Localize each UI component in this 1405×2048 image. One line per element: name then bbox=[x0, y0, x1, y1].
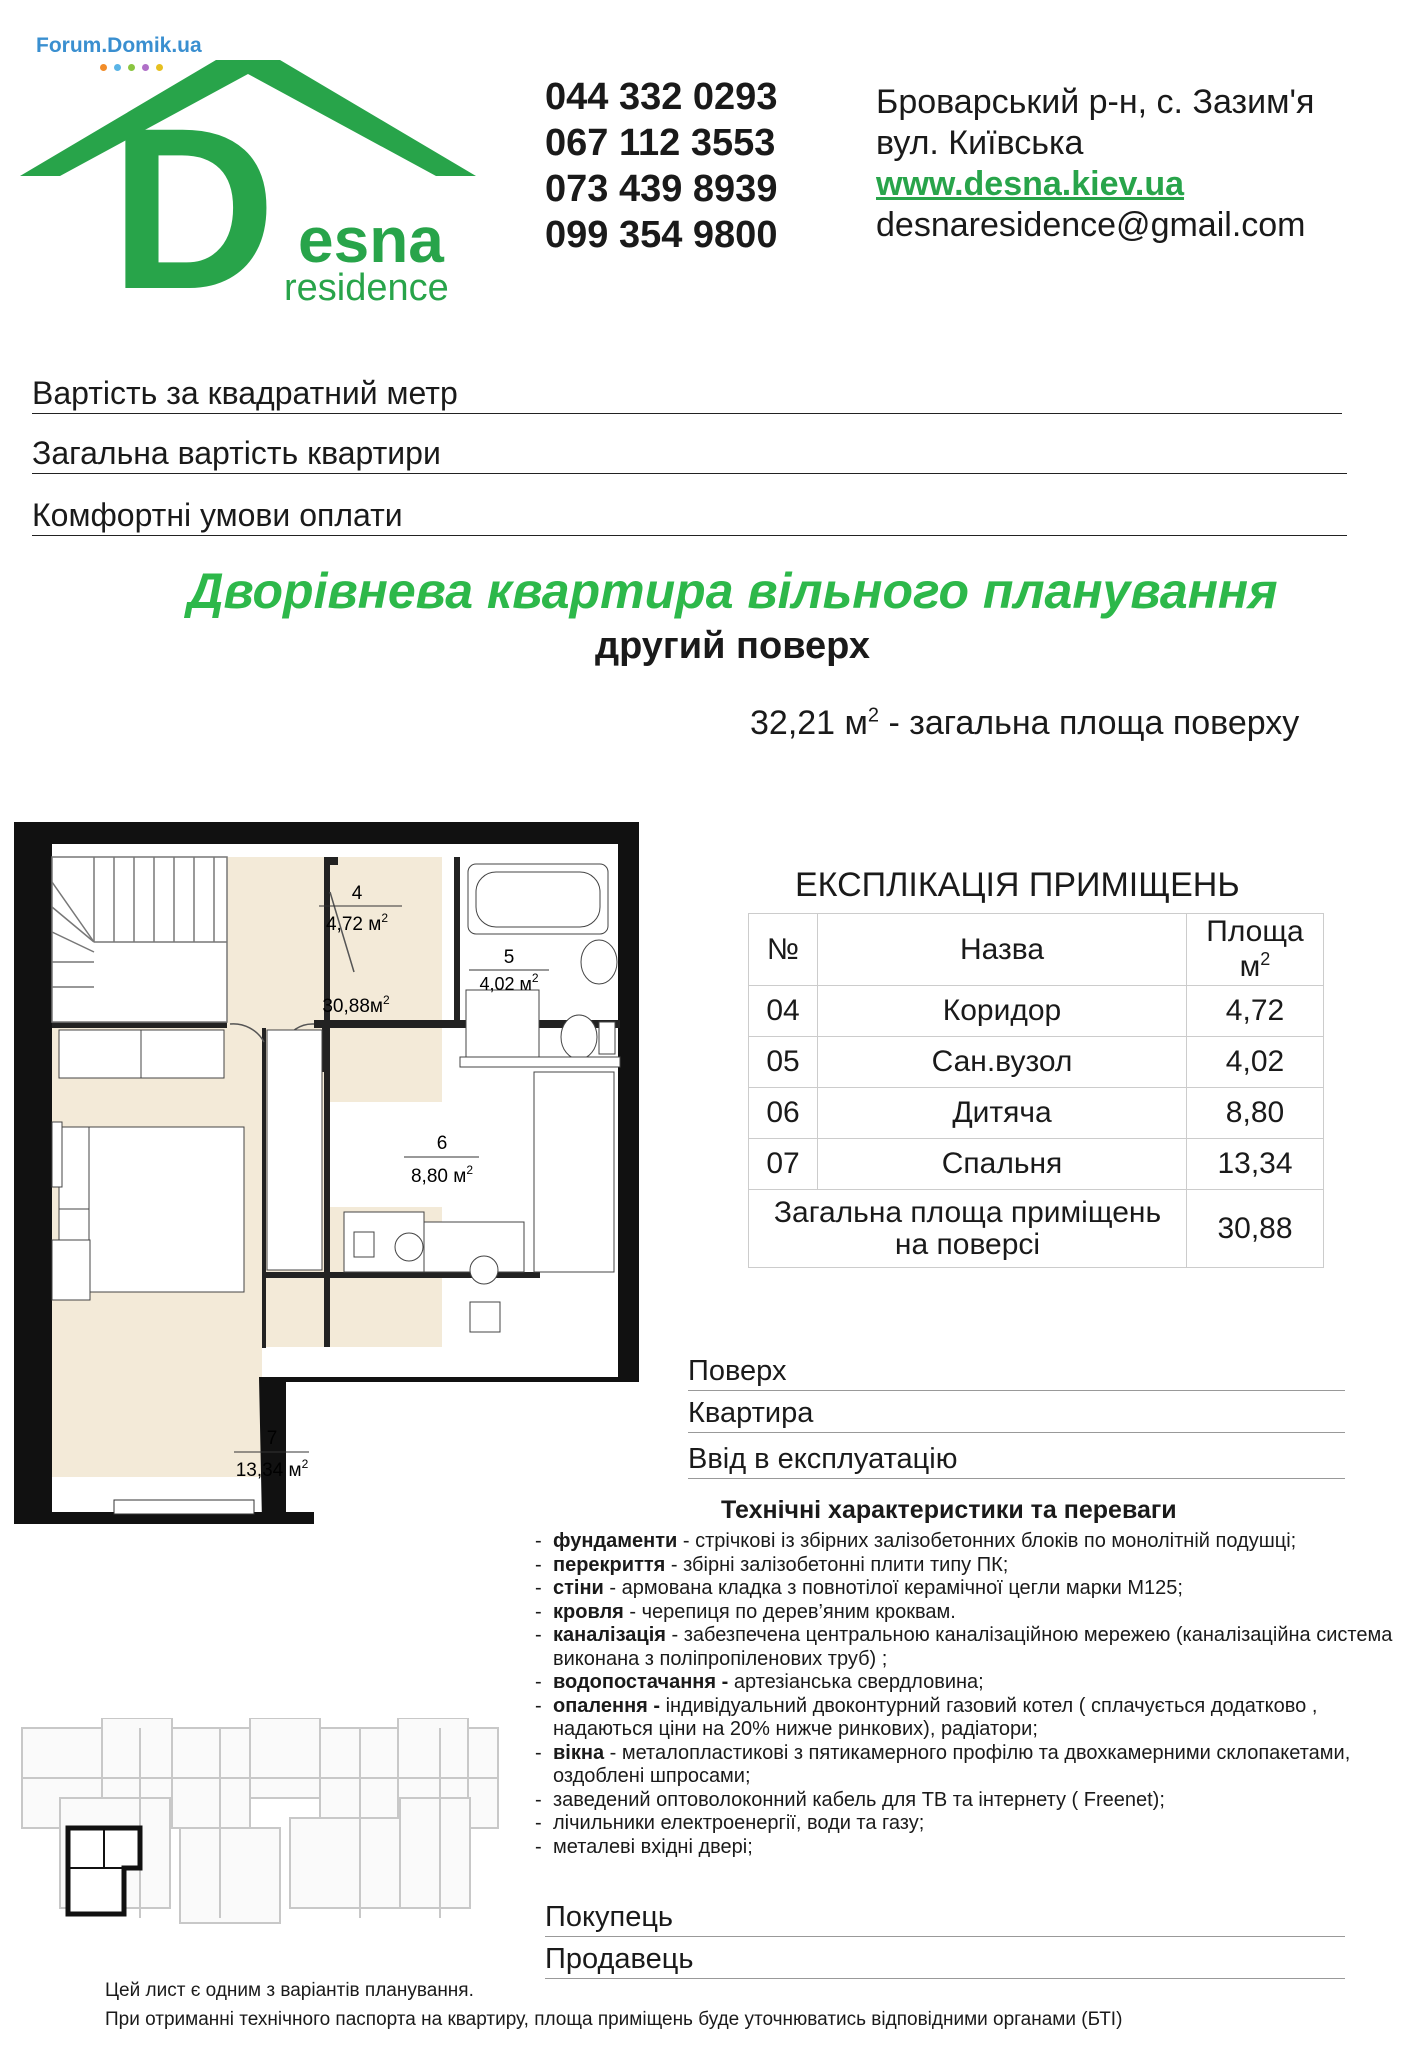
logo-word: esna bbox=[298, 204, 444, 276]
list-item: - вікна - металопластикові з пятикамерного профілю та двохкамерними склопакетами, оздоблені шпросами; bbox=[533, 1742, 1393, 1789]
logo-letter: D bbox=[110, 80, 277, 310]
desna-logo bbox=[20, 60, 480, 310]
table-row: 06 Дитяча 8,80 bbox=[749, 1088, 1324, 1139]
address-line-2: вул. Київська bbox=[876, 124, 1084, 162]
table-row: 05 Сан.вузол 4,02 bbox=[749, 1037, 1324, 1088]
buyer-field: Покупець bbox=[545, 1898, 1345, 1937]
logo-subword: residence bbox=[284, 267, 449, 309]
apartment-field: Квартира bbox=[688, 1394, 1345, 1433]
payment-terms-field: Комфортні умови оплати bbox=[32, 495, 1347, 536]
phone-list bbox=[545, 74, 777, 258]
list-item: - каналізація - забезпечена центральною каналізаційною мережею (каналізаційна система виконана з поліпропіленових труб) ; bbox=[533, 1624, 1393, 1671]
list-item: - перекриття - збірні залізобетонні плити типу ПК; bbox=[533, 1554, 1393, 1578]
price-per-m2-field: Вартість за квадратний метр bbox=[32, 373, 1342, 414]
list-item: - опалення - індивідуальний двоконтурний газовий котел ( сплачується додатково , надаються ціни на 20% нижче ринкових), радіатори; bbox=[533, 1695, 1393, 1742]
explication-table bbox=[748, 913, 1324, 1268]
room-5-area: 4,02 $м^2$ bbox=[479, 971, 539, 994]
list-item: - металеві вхідні двері; bbox=[533, 1836, 1393, 1860]
page-subtitle: другий поверх bbox=[594, 625, 871, 667]
phone-1[interactable]: 044 332 0293 bbox=[545, 76, 778, 118]
room-4-area: 4,72 $м^2$ bbox=[325, 911, 389, 935]
room-6-area: 8,80 $м^2$ bbox=[410, 1163, 474, 1187]
address-line-1: Броварський р-н, с. Зазим'я bbox=[876, 83, 1315, 121]
header-name: Назва bbox=[818, 914, 1187, 986]
footnote-line-2: При отриманні технічного паспорта на квартиру, площа приміщень буде уточнюватись відповідними органами (БТІ) bbox=[105, 2009, 1123, 2030]
explication-title: ЕКСПЛІКАЦІЯ ПРИМІЩЕНЬ bbox=[795, 866, 1240, 904]
phone-2[interactable]: 067 112 3553 bbox=[545, 122, 776, 164]
list-item: - фундаменти - стрічкові із збірних залізобетонних блоків по монолітній подушці; bbox=[533, 1530, 1393, 1554]
list-item: - кровля - черепиця по дерев’яним кроквам. bbox=[533, 1601, 1393, 1625]
total-value: 30,88 bbox=[1187, 1190, 1324, 1268]
email-link[interactable]: desnaresidence@gmail.com bbox=[876, 206, 1306, 244]
list-item: - заведений оптоволоконний кабель для ТВ та інтернету ( Freenet); bbox=[533, 1789, 1393, 1813]
seller-field: Продавець bbox=[545, 1940, 1345, 1979]
building-overview-plan bbox=[20, 1718, 500, 1926]
floor-area: 32,21 $м^2$ - загальна площа поверху bbox=[750, 704, 1300, 742]
list-item: - лічильники електроенергії, води та газу; bbox=[533, 1812, 1393, 1836]
tech-list bbox=[533, 1530, 1393, 1859]
header-area: Площа $м^2$ bbox=[1187, 914, 1324, 986]
total-price-field: Загальна вартість квартири bbox=[32, 433, 1347, 474]
list-item: - водопостачання - артезіанська свердловина; bbox=[533, 1671, 1393, 1695]
commission-field: Ввід в експлуатацію bbox=[688, 1440, 1345, 1479]
table-row: 04 Коридор 4,72 bbox=[749, 986, 1324, 1037]
table-total-row bbox=[749, 1190, 1324, 1268]
room-6-number: 6 bbox=[436, 1133, 448, 1154]
floor-field: Поверх bbox=[688, 1352, 1345, 1391]
room-7-number: 7 bbox=[266, 1428, 278, 1449]
room-7-area: 13,34 $м^2$ bbox=[235, 1457, 309, 1481]
page-title: Дворівнева квартира вільного планування bbox=[187, 563, 1278, 619]
phone-4[interactable]: 099 354 9800 bbox=[545, 214, 778, 256]
forum-watermark: Forum.Domik.ua bbox=[36, 34, 202, 57]
header-num: № bbox=[749, 914, 818, 986]
room-4-number: 4 bbox=[351, 883, 363, 904]
website-link[interactable]: www.desna.kiev.ua bbox=[876, 165, 1185, 203]
total-label: Загальна площа приміщень на поверсі bbox=[749, 1190, 1187, 1268]
total-plan-area: $30,88м^2$ bbox=[322, 993, 390, 1017]
contact-block bbox=[876, 82, 1314, 246]
table-header-row bbox=[749, 914, 1324, 986]
footnote-line-1: Цей лист є одним з варіантів планування. bbox=[105, 1980, 474, 2001]
table-row: 07 Спальня 13,34 bbox=[749, 1139, 1324, 1190]
phone-3[interactable]: 073 439 8939 bbox=[545, 168, 778, 210]
footnote bbox=[105, 1976, 1122, 2034]
tech-title: Технічні характеристики та переваги bbox=[721, 1496, 1177, 1524]
floor-plan bbox=[14, 822, 654, 1532]
room-5-number: 5 bbox=[503, 947, 515, 968]
list-item: - стіни - армована кладка з повнотілої керамічної цегли марки М125; bbox=[533, 1577, 1393, 1601]
